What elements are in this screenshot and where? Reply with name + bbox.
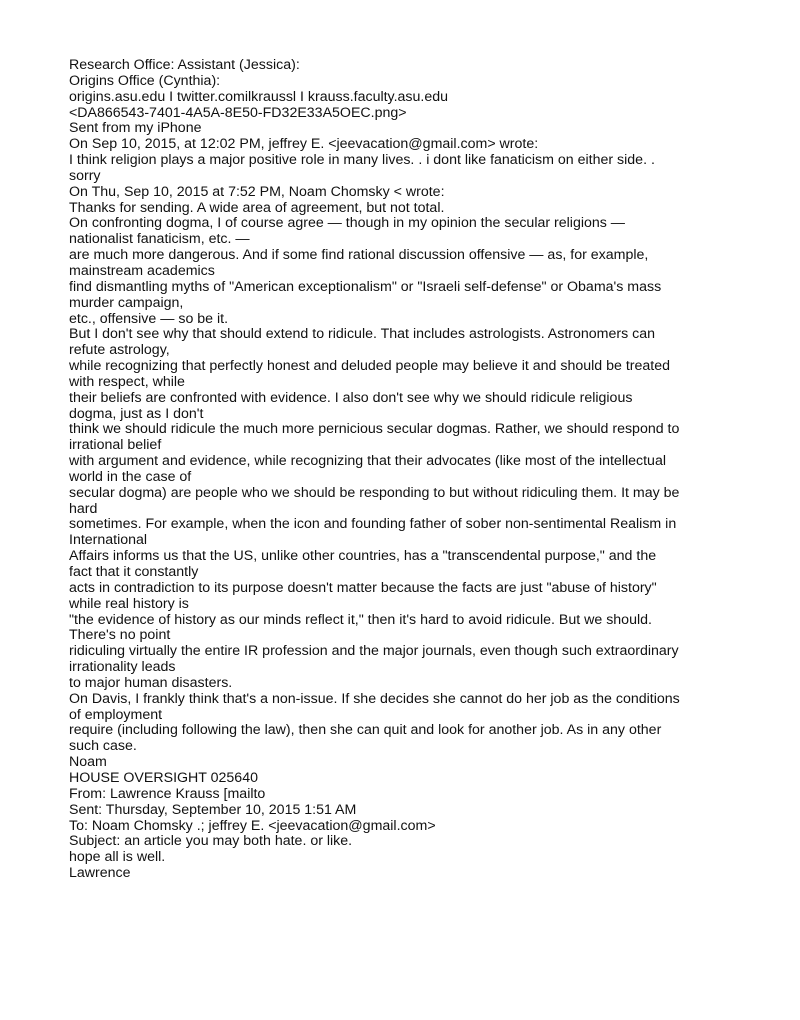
document-line: Sent: Thursday, September 10, 2015 1:51 AM <box>69 801 357 818</box>
document-line: with argument and evidence, while recognizing that their advocates (like most of the intellectual <box>69 453 666 470</box>
document-line: irrational belief <box>69 437 162 454</box>
document-line: such case. <box>69 738 137 755</box>
document-line: origins.asu.edu I twitter.comilkraussl I krauss.faculty.asu.edu <box>69 88 449 105</box>
document-line: while recognizing that perfectly honest and deluded people may believe it and should be treated <box>69 358 671 375</box>
document-line: sometimes. For example, when the icon and founding father of sober non-sentimental Realism in <box>69 516 677 533</box>
document-line: nationalist fanaticism, etc. — <box>69 231 250 248</box>
document-line: Lawrence <box>69 865 131 882</box>
document-line: Research Office: Assistant (Jessica): <box>69 57 300 73</box>
document-line: acts in contradiction to its purpose doesn't matter because the facts are just "abuse of history" <box>69 579 657 596</box>
document-line: On confronting dogma, I of course agree — though in my opinion the secular religions — <box>69 215 625 232</box>
document-line: International <box>69 532 148 549</box>
document-line: Noam <box>69 754 107 771</box>
document-line: Thanks for sending. A wide area of agreement, but not total. <box>69 199 445 216</box>
document-line: "the evidence of history as our minds reflect it," then it's hard to avoid ridicule. But we should. <box>69 611 652 628</box>
document-line: their beliefs are confronted with evidence. I also don't see why we should ridicule religious <box>69 389 633 406</box>
document-line: mainstream academics <box>69 262 215 279</box>
document-line: require (including following the law), then she can quit and look for another job. As in any other <box>69 722 662 739</box>
document-line: HOUSE OVERSIGHT 025640 <box>69 769 258 786</box>
email-document <box>69 58 769 882</box>
document-line: hard <box>69 500 98 517</box>
document-line: murder campaign, <box>69 294 184 311</box>
document-line: with respect, while <box>69 373 185 390</box>
document-line: Subject: an article you may both hate. or like. <box>69 833 353 850</box>
document-line: irrationality leads <box>69 659 176 676</box>
document-line: to major human disasters. <box>69 674 233 691</box>
document-line: Sent from my iPhone <box>69 120 202 137</box>
document-line: think we should ridicule the much more pernicious secular dogmas. Rather, we should respond to <box>69 421 680 438</box>
document-line: To: Noam Chomsky .; jeffrey E. <jeevacation@gmail.com> <box>69 817 436 834</box>
document-line: of employment <box>69 706 163 723</box>
document-line: world in the case of <box>69 468 192 485</box>
document-line: On Thu, Sep 10, 2015 at 7:52 PM, Noam Chomsky < wrote: <box>69 183 445 200</box>
document-line: On Davis, I frankly think that's a non-issue. If she decides she cannot do her job as the conditions <box>69 690 680 707</box>
document-line: hope all is well. <box>69 849 166 866</box>
document-line: On Sep 10, 2015, at 12:02 PM, jeffrey E. <jeevacation@gmail.com> wrote: <box>69 136 539 153</box>
document-line: sorry <box>69 167 101 184</box>
document-line: are much more dangerous. And if some find rational discussion offensive — as, for example, <box>69 247 649 264</box>
document-line: etc., offensive — so be it. <box>69 310 229 327</box>
document-line: fact that it constantly <box>69 564 199 580</box>
document-line: But I don't see why that should extend to ridicule. That includes astrologists. Astronomers can <box>69 326 656 343</box>
document-line: ridiculing virtually the entire IR profession and the major journals, even though such extraordinary <box>69 643 679 660</box>
document-line: Affairs informs us that the US, unlike other countries, has a "transcendental purpose," and the <box>69 548 657 565</box>
document-line: while real history is <box>69 595 189 612</box>
document-line: From: Lawrence Krauss [mailto <box>69 785 266 802</box>
document-line: secular dogma) are people who we should be responding to but without ridiculing them. It may be <box>69 484 680 501</box>
document-line: I think religion plays a major positive role in many lives. . i dont like fanaticism on either side. . <box>69 152 655 169</box>
document-line: find dismantling myths of "American exceptionalism" or "Israeli self-defense" or Obama's mass <box>69 278 662 295</box>
document-line: <DA866543-7401-4A5A-8E50-FD32E33A5OEC.png> <box>69 104 407 121</box>
document-line: There's no point <box>69 627 171 644</box>
document-line: dogma, just as I don't <box>69 405 204 422</box>
document-line: refute astrology, <box>69 342 170 359</box>
document-line: Origins Office (Cynthia): <box>69 72 221 89</box>
